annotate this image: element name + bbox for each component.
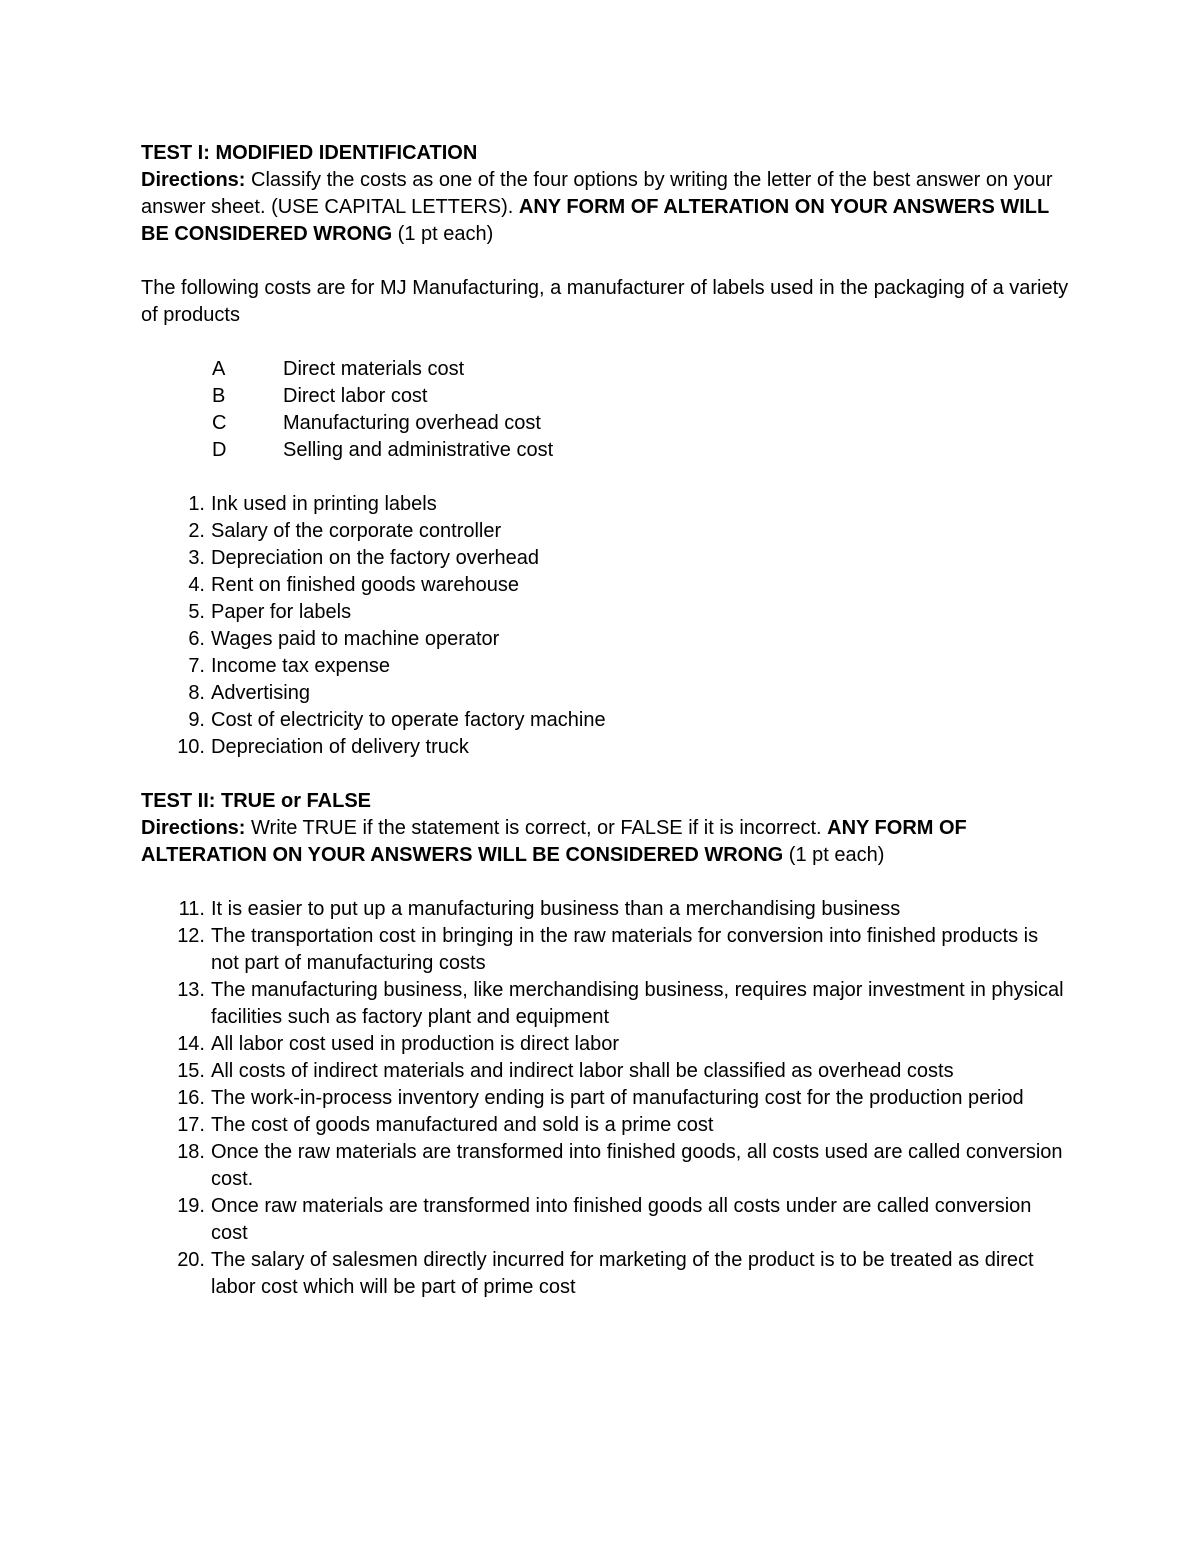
list-item [141,977,1071,1031]
list-item [141,1085,1071,1112]
item-text: Once the raw materials are transformed into finished goods, all costs used are called conversion cost. [211,1141,1063,1190]
list-item [141,1058,1071,1085]
list-item [141,896,1071,923]
document-content [141,140,1071,1301]
item-text: Advertising [211,682,310,704]
item-text: Income tax expense [211,655,390,677]
item-number: 2. [188,520,205,542]
item-number: 4. [188,574,205,596]
list-item [141,626,1071,653]
item-number: 14. [177,1033,205,1055]
list-item [141,1112,1071,1139]
item-text: Depreciation of delivery truck [211,736,469,758]
test1-directions-label: Directions: [141,169,246,191]
list-item [141,1247,1071,1301]
option-letter: C [212,412,227,434]
item-text: The transportation cost in bringing in the raw materials for conversion into finished products is not part of manufacturing costs [211,925,1039,974]
item-number: 1. [188,493,205,515]
list-item [141,923,1071,977]
option-text: Selling and administrative cost [283,439,554,461]
list-item [141,680,1071,707]
list-item [141,734,1071,761]
list-item [141,1139,1071,1193]
test1-items-list [141,491,1071,761]
list-item [141,545,1071,572]
item-number: 18. [177,1141,205,1163]
test1-directions-text: Classify the costs as one of the four options by writing the letter of the best answer on your answer sheet. (USE CAPITAL LETTERS). [141,169,1053,218]
cost-option [212,383,1071,410]
option-letter: D [212,439,227,461]
list-item [141,572,1071,599]
option-letter: A [212,358,226,380]
list-item [141,518,1071,545]
item-number: 17. [177,1114,205,1136]
test2-directions [141,815,1071,869]
item-text: The work-in-process inventory ending is part of manufacturing cost for the production period [211,1087,1024,1109]
test2-points: (1 pt each) [783,844,885,866]
item-number: 5. [188,601,205,623]
test2-items-list [141,896,1071,1301]
item-text: The salary of salesmen directly incurred for marketing of the product is to be treated as direct labor cost which will be part of prime cost [211,1249,1034,1298]
item-text: Cost of electricity to operate factory machine [211,709,606,731]
item-number: 10. [177,736,205,758]
item-number: 20. [177,1249,205,1271]
test1-points: (1 pt each) [392,223,494,245]
cost-options-list [212,356,1071,464]
item-number: 6. [188,628,205,650]
spacer [141,761,1071,788]
item-text: Wages paid to machine operator [211,628,500,650]
item-text: The cost of goods manufactured and sold is a prime cost [211,1114,714,1136]
test1-directions [141,167,1071,248]
item-text: Once raw materials are transformed into finished goods all costs under are called conversion cost [211,1195,1032,1244]
item-text: Salary of the corporate controller [211,520,502,542]
option-text: Direct materials cost [283,358,465,380]
item-number: 9. [188,709,205,731]
item-text: It is easier to put up a manufacturing business than a merchandising business [211,898,901,920]
item-number: 16. [177,1087,205,1109]
cost-option [212,356,1071,383]
cost-option [212,437,1071,464]
test2-directions-text: Write TRUE if the statement is correct, or FALSE if it is incorrect. [245,817,828,839]
item-text: All costs of indirect materials and indirect labor shall be classified as overhead costs [211,1060,954,1082]
item-text: All labor cost used in production is direct labor [211,1033,619,1055]
item-text: The manufacturing business, like merchandising business, requires major investment in physical facilities such as factory plant and equipment [211,979,1064,1028]
item-text: Ink used in printing labels [211,493,437,515]
test1-warning: ANY FORM OF ALTERATION ON YOUR ANSWERS WILL BE CONSIDERED WRONG [141,196,1049,245]
list-item [141,599,1071,626]
test2-warning: ANY FORM OF ALTERATION ON YOUR ANSWERS WILL BE CONSIDERED WRONG [141,817,967,866]
item-number: 7. [188,655,205,677]
item-text: Depreciation on the factory overhead [211,547,539,569]
spacer [141,248,1071,275]
list-item [141,1193,1071,1247]
list-item [141,491,1071,518]
test2-heading: TEST II: TRUE or FALSE [141,790,372,812]
cost-option [212,410,1071,437]
spacer [141,464,1071,491]
test2-directions-label: Directions: [141,817,246,839]
item-number: 19. [177,1195,205,1217]
item-text: Rent on finished goods warehouse [211,574,519,596]
list-item [141,707,1071,734]
item-number: 12. [177,925,205,947]
list-item [141,653,1071,680]
item-number: 15. [177,1060,205,1082]
test1-intro: The following costs are for MJ Manufacturing, a manufacturer of labels used in the packaging of a variety of products [141,277,1069,326]
item-number: 8. [188,682,205,704]
option-letter: B [212,385,226,407]
item-text: Paper for labels [211,601,352,623]
item-number: 13. [177,979,205,1001]
spacer [141,869,1071,896]
test1-heading: TEST I: MODIFIED IDENTIFICATION [141,142,478,164]
item-number: 3. [188,547,205,569]
option-text: Direct labor cost [283,385,428,407]
list-item [141,1031,1071,1058]
item-number: 11. [178,898,205,920]
option-text: Manufacturing overhead cost [283,412,541,434]
spacer [141,329,1071,356]
